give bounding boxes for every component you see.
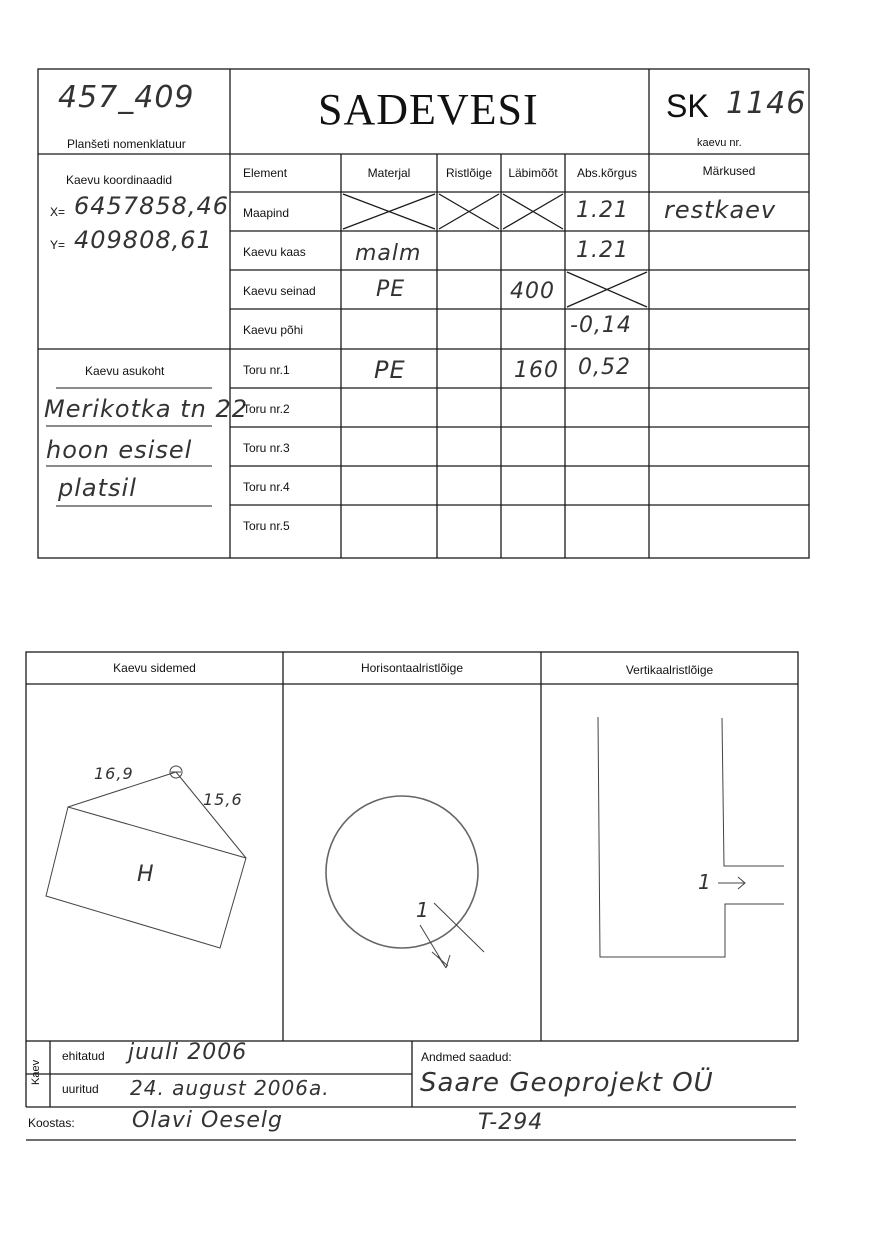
row-label: Kaevu kaas <box>243 245 306 259</box>
row-label: Toru nr.1 <box>243 363 290 377</box>
coordinates-label: Kaevu koordinaadid <box>66 173 173 187</box>
row-label: Kaevu seinad <box>243 284 316 298</box>
author-label: Koostas: <box>28 1116 75 1130</box>
nomenclature-label: Planšeti nomenklatuur <box>67 137 186 151</box>
cell-material: malm <box>355 241 422 266</box>
row-label: Toru nr.5 <box>243 519 290 533</box>
row-label: Toru nr.4 <box>243 480 290 494</box>
cell-elevation: 0,52 <box>578 355 631 380</box>
x-coordinate: 6457858,46 <box>74 192 230 220</box>
location-line-1: Merikotka tn 22 <box>44 395 249 423</box>
location-label: Kaevu asukoht <box>85 364 165 378</box>
col-header-material: Materjal <box>367 166 411 180</box>
row-label: Maapind <box>243 206 290 220</box>
pipe-mark-vertical: 1 <box>698 870 712 894</box>
well-number: 1146 <box>726 86 807 121</box>
col-header-diameter: Läbimõõt <box>508 166 558 180</box>
page-title: SADEVESI <box>318 85 539 134</box>
y-prefix: Y= <box>50 238 66 252</box>
cell-elevation: 1.21 <box>576 198 629 223</box>
y-coordinate: 409808,61 <box>74 226 213 254</box>
building-mark: H <box>137 862 155 887</box>
vertical-section-header: Vertikaalristlõige <box>625 663 714 677</box>
row-label: Toru nr.3 <box>243 441 290 455</box>
cell-material: PE <box>374 356 406 384</box>
author-value: Olavi Oeselg <box>132 1108 283 1133</box>
ties-header: Kaevu sidemed <box>113 661 196 675</box>
col-header-element: Element <box>243 166 288 180</box>
surveyed-value: 24. august 2006a. <box>130 1076 330 1100</box>
well-label: kaevu nr. <box>697 137 742 149</box>
well-prefix: SK <box>666 88 709 124</box>
horizontal-section-header: Horisontaalristlõige <box>360 661 464 675</box>
pipe-mark-horizontal: 1 <box>416 898 430 922</box>
col-header-elevation: Abs.kõrgus <box>576 166 638 180</box>
surveyed-label: uuritud <box>62 1082 99 1096</box>
location-line-2: hoon esisel <box>46 436 193 464</box>
col-header-notes: Märkused <box>702 164 756 178</box>
cell-diameter: 400 <box>510 279 555 304</box>
row-label: Kaevu põhi <box>243 323 304 337</box>
built-label: ehitatud <box>62 1049 105 1063</box>
tie-distance-1: 16,9 <box>94 764 134 783</box>
cell-material: PE <box>376 277 406 302</box>
nomenclature-value: 457_409 <box>58 80 195 115</box>
cell-notes: restkaev <box>664 196 777 224</box>
tie-distance-2: 15,6 <box>203 790 243 809</box>
built-value: juuli 2006 <box>128 1040 248 1065</box>
col-header-cross-section: Ristlõige <box>445 166 493 180</box>
license-value: T-294 <box>478 1110 544 1135</box>
cell-elevation: -0,14 <box>570 313 632 338</box>
location-line-3: platsil <box>58 474 137 502</box>
row-label: Toru nr.2 <box>243 402 290 416</box>
cell-elevation: 1.21 <box>576 238 629 263</box>
cell-diameter: 160 <box>514 358 559 383</box>
source-value: Saare Geoprojekt OÜ <box>420 1068 714 1098</box>
x-prefix: X= <box>50 205 66 219</box>
source-label: Andmed saadud: <box>421 1050 512 1064</box>
kaev-label: Kaev <box>30 1059 42 1085</box>
